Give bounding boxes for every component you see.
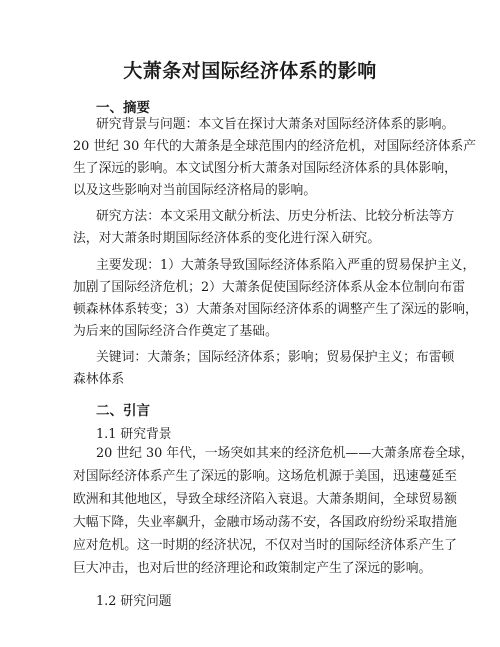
paragraph-line: 对国际经济体系产生了深远的影响。这场危机源于美国，迅速蔓延至 <box>73 469 457 484</box>
paragraph-line: 研究方法：本文采用文献分析法、历史分析法、比较分析法等方 <box>96 209 455 224</box>
subheading-research-background: 1.1 研究背景 <box>96 427 172 442</box>
keywords-line: 关键词：大萧条；国际经济体系；影响；贸易保护主义；布雷顿 <box>96 350 455 365</box>
paragraph-line: 加剧了国际经济危机；2）大萧条促使国际经济体系从金本位制向布雷 <box>73 280 466 295</box>
section-heading-introduction: 二、引言 <box>96 403 150 419</box>
paragraph-line: 应对危机。这一时期的经济状况，不仅对当时的国际经济体系产生了 <box>73 538 457 553</box>
paragraph-line: 以及这些影响对当前国际经济格局的影响。 <box>73 183 317 198</box>
paragraph-line: 法，对大萧条时期国际经济体系的变化进行深入研究。 <box>73 231 381 246</box>
paragraph-line: 主要发现：1）大萧条导致国际经济体系陷入严重的贸易保护主义， <box>96 258 476 273</box>
section-heading-abstract: 一、摘要 <box>96 100 150 116</box>
paragraph-line: 大幅下降，失业率飙升，金融市场动荡不安，各国政府纷纷采取措施 <box>73 515 457 530</box>
keywords-line: 森林体系 <box>73 372 125 387</box>
paragraph-line: 顿森林体系转变；3）大萧条对国际经济体系的调整产生了深远的影响， <box>73 302 478 317</box>
paragraph-line: 巨大冲击，也对后世的经济理论和政策制定产生了深远的影响。 <box>73 561 432 576</box>
paragraph-line: 为后来的国际经济合作奠定了基础。 <box>73 324 278 339</box>
paragraph-line: 20 世纪 30 年代的大萧条是全球范围内的经济危机，对国际经济体系产 <box>73 139 477 154</box>
paragraph-line: 生了深远的影响。本文试图分析大萧条对国际经济体系的具体影响， <box>73 161 457 176</box>
paragraph-line: 研究背景与问题：本文旨在探讨大萧条对国际经济体系的影响。 <box>96 117 455 132</box>
subheading-research-question: 1.2 研究问题 <box>96 594 172 609</box>
document-title: 大萧条对国际经济体系的影响 <box>123 60 377 82</box>
paragraph-line: 欧洲和其他地区，导致全球经济陷入衰退。大萧条期间，全球贸易额 <box>73 492 457 507</box>
paragraph-line: 20 世纪 30 年代，一场突如其来的经济危机——大萧条席卷全球， <box>96 446 474 461</box>
